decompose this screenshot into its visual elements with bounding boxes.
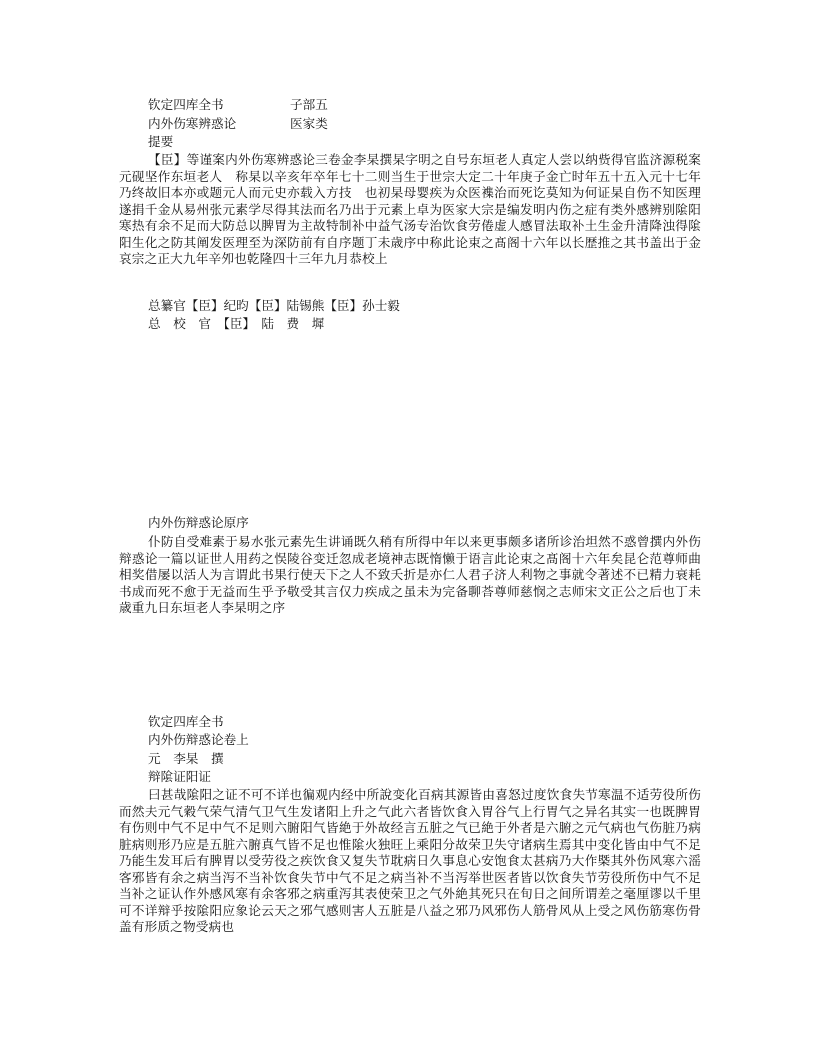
volume-title: 内外伤辩惑论卷上 (148, 732, 249, 747)
volume-collection-title: 钦定四库全书 (148, 714, 224, 729)
compilers-line: 总纂官【臣】纪昀【臣】陆锡熊【臣】孙士毅 (148, 298, 400, 313)
chapter-heading: 辩隂证阳证 (148, 769, 211, 784)
author-line: 元 李杲 撰 (148, 751, 224, 766)
collection-title: 钦定四库全书 (148, 97, 224, 112)
abstract-text: 【臣】等谨案内外伤寒辨惑论三卷金李杲撰杲字明之自号东垣老人真定人尝以纳赀得官监济源税案元砚坚作东垣老人 称杲以辛亥年卒年七十二则当生于世宗大定二十年庚子金亡时年五十五入元十七年乃终故旧本亦或题元人而元史亦载入方技 也初杲母婴疾为众医襍治而死讫莫知为何证杲自伤不知医理遂捐千金从易州张元素学尽得其法而名乃出于元素上卓为医家大宗是编发明内伤之症有类外感辨别隂阳寒热有余不足而大防总以脾胃为主故特制补中益气汤专治饮食劳倦虚人感冒法取补土生金升清降浊得隂阳生化之防其阐发医理至为深防前有自序题丁未歳序中称此论束之髙阁十六年以长歴推之其书盖出于金哀宗之正大九年辛夘也乾隆四十三年九月恭校上 (119, 152, 701, 266)
preface-text: 仆防自受难素于易水张元素先生讲诵既久稍有所得中年以来更事颇多诸所诊治坦然不惑曾撰内外伤辩惑论一篇以证世人用药之悮陵谷变迁忽成老境神志既惰懒于语言此论束之髙阁十六年矣昆仑范尊师曲相奖借屡以活人为言谓此书果行使天下之人不致夭折是亦仁人君子济人利物之事就令著述不已精力衰耗书成而死不愈于无益而生乎予敬受其言仅力疾成之虽未为完备聊荅尊师慈悯之志师宋文正公之后也丁未歳重九日东垣老人李杲明之序 (119, 534, 701, 615)
category-label: 医家类 (290, 116, 328, 131)
division-label: 子部五 (290, 97, 328, 112)
chapter-text: 曰甚哉隂阳之证不可不详也徧观内经中所說变化百病其源皆由喜怒过度饮食失节寒温不适劳役所伤而然夫元气穀气荣气清气卫气生发诸阳上升之气此六者皆饮食入胃谷气上行胃气之异名其实一也既脾胃有伤则中气不足中气不足则六腑阳气皆絶于外故经言五脏之气已絶于外者是六腑之元气病也气伤脏乃病脏病则形乃应是五脏六腑真气皆不足也惟隂火独旺上乘阳分故荣卫失守诸病生焉其中变化皆由中气不足乃能生发耳后有脾胃以受劳役之疾饮食又复失节耽病日久事息心安饱食太甚病乃大作槩其外伤风寒六滛客邪皆有余之病当泻不当补饮食失节中气不足之病当补不当泻举世医者皆以饮食失节劳役所伤中气不足当补之证认作外感风寒有余客邪之病重泻其表使荣卫之气外絶其死只在旬日之间所谓差之毫厘谬以千里可不详辩乎按隂阳应象论云天之邪气感则害人五脏是八益之邪乃风邪伤人筋骨风从上受之风伤筋寒伤骨盖有形质之物受病也 (119, 787, 701, 934)
proofreader-line: 总 校 官 【臣】 陆 费 墀 (148, 316, 325, 331)
book-title: 内外伤寒辨惑论 (148, 116, 237, 131)
section-heading: 提要 (148, 134, 174, 149)
preface-title: 内外伤辩惑论原序 (148, 515, 249, 530)
